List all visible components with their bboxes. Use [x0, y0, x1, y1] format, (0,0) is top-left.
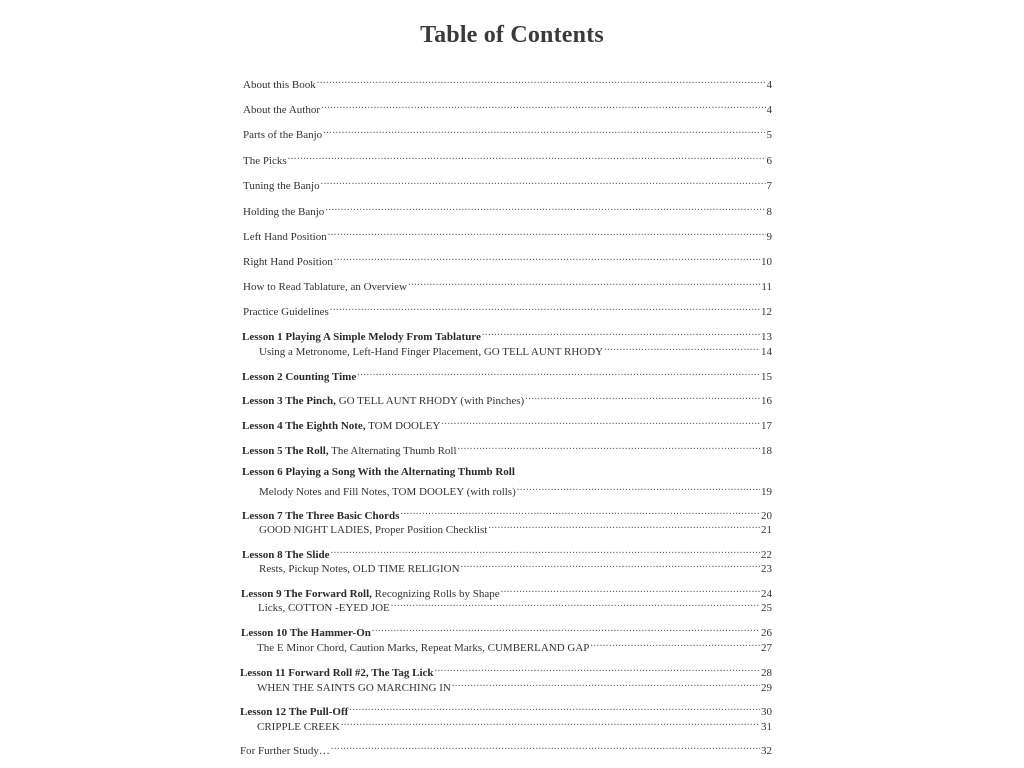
toc-entry: [243, 124, 772, 142]
toc-entry-bold: Lesson 1 Playing A Simple Melody From Tablature: [242, 331, 481, 343]
toc-entry-text: Melody Notes and Fill Notes, TOM DOOLEY (with rolls): [259, 486, 516, 498]
toc-entry: [243, 276, 772, 294]
toc-entry-label: [243, 78, 316, 92]
toc-entry-label: [258, 601, 390, 615]
toc-page-number: 22: [761, 549, 772, 561]
dot-leader: [325, 201, 765, 215]
toc-entry-bold: Lesson 4 The Eighth Note,: [242, 420, 366, 432]
toc-entry-bold: Lesson 9 The Forward Roll,: [241, 588, 372, 600]
dot-leader: [461, 558, 760, 572]
dot-leader: [400, 505, 760, 519]
dot-leader: [482, 326, 760, 340]
toc-entry: [243, 175, 772, 193]
toc-entry: [243, 226, 772, 244]
toc-page-number: 12: [761, 306, 772, 318]
dot-leader: [349, 701, 760, 715]
toc-entry: [243, 301, 772, 319]
toc-page-number: 8: [766, 206, 772, 218]
toc-page-number: 29: [761, 682, 772, 694]
toc-entry-label: [243, 103, 320, 117]
toc-page-number: 11: [761, 281, 772, 293]
toc-page-number: 10: [761, 256, 772, 268]
toc-lesson-heading: [242, 465, 772, 479]
toc-entry-bold: Lesson 8 The Slide: [242, 549, 330, 561]
dot-leader: [408, 276, 760, 290]
toc-entry-label: [243, 128, 322, 142]
dot-leader: [357, 366, 760, 380]
toc-entry-text: Parts of the Banjo: [243, 129, 323, 141]
toc-entry-text: CRIPPLE CREEK: [257, 721, 340, 733]
toc-page-number: 21: [761, 524, 772, 536]
toc-page-number: 32: [761, 745, 772, 757]
toc-entry-bold: Lesson 7 The Three Basic Chords: [242, 510, 400, 522]
toc-entry: [243, 251, 772, 269]
toc-entry-text: Holding the Banjo: [243, 206, 325, 218]
toc-entry-label: [257, 641, 589, 655]
toc-subentry: [259, 341, 772, 359]
toc-entry-label: [243, 255, 333, 269]
toc-lesson-entry: [242, 440, 772, 458]
toc-entry-label: [257, 681, 451, 695]
dot-leader: [321, 175, 766, 189]
dot-leader: [458, 440, 760, 454]
toc-entry: [243, 99, 772, 117]
dot-leader: [441, 415, 760, 429]
dot-leader: [525, 390, 760, 404]
toc-page-number: 4: [766, 79, 772, 91]
toc-page-number: 20: [761, 510, 772, 522]
toc-page-number: 9: [766, 231, 772, 243]
toc-subentry: [258, 597, 772, 615]
toc-entry-text: GOOD NIGHT LADIES, Proper Position Checklist: [259, 524, 488, 536]
toc-entry-label: [243, 205, 324, 219]
toc-page-number: 24: [761, 588, 772, 600]
toc-entry-bold: Lesson 6 Playing a Song With the Alternating Thumb Roll: [242, 466, 515, 478]
toc-entry-text: The E Minor Chord, Caution Marks, Repeat Marks, CUMBERLAND GAP: [257, 642, 590, 654]
toc-entry-text: Licks, COTTON -EYED JOE: [258, 602, 390, 614]
dot-leader: [452, 677, 760, 691]
toc-entry-text: Rests, Pickup Notes, OLD TIME RELIGION: [259, 563, 460, 575]
toc-entry-label: [243, 305, 329, 319]
toc-entry: [243, 74, 772, 92]
toc-entry-text: GO TELL AUNT RHODY (with Pinches): [335, 395, 525, 407]
toc-page-number: 7: [766, 180, 772, 192]
toc-entry-label: [257, 720, 340, 734]
toc-entry-text: WHEN THE SAINTS GO MARCHING IN: [257, 682, 451, 694]
toc-entry-text: For Further Study…: [240, 745, 330, 757]
toc-entry-label: [243, 280, 407, 294]
toc-entry: [243, 201, 772, 219]
toc-entry-bold: Lesson 3 The Pinch,: [242, 395, 336, 407]
toc-page-number: 4: [766, 104, 772, 116]
toc-subentry: [257, 637, 772, 655]
toc-entry-bold: Lesson 11 Forward Roll #2, The Tag Lick: [240, 667, 434, 679]
toc-entry-label: [242, 419, 440, 433]
toc-entry-label: [243, 230, 327, 244]
toc-entry-label: [259, 562, 460, 576]
toc-entry-text: Practice Guidelines: [243, 306, 329, 318]
dot-leader: [517, 481, 760, 495]
toc-page-number: 13: [761, 331, 772, 343]
dot-leader: [334, 251, 760, 265]
toc-entry-text: TOM DOOLEY: [365, 420, 441, 432]
dot-leader: [435, 662, 760, 676]
dot-leader: [323, 124, 765, 138]
dot-leader: [317, 74, 766, 88]
toc-subentry: [259, 519, 772, 537]
dot-leader: [288, 150, 766, 164]
dot-leader: [488, 519, 760, 533]
toc-entry-text: Right Hand Position: [243, 256, 333, 268]
toc-entry-text: About the Author: [243, 104, 320, 116]
toc-entry-text: The Alternating Thumb Roll: [328, 445, 457, 457]
dot-leader: [331, 740, 760, 754]
toc-subentry: [257, 716, 772, 734]
toc-page-number: 28: [761, 667, 772, 679]
dot-leader: [391, 597, 760, 611]
toc-page-number: 31: [761, 721, 772, 733]
dot-leader: [372, 622, 760, 636]
toc-page-number: 27: [761, 642, 772, 654]
dot-leader: [604, 341, 760, 355]
toc-entry-text: The Picks: [243, 155, 287, 167]
toc-page-number: 19: [761, 486, 772, 498]
toc-page-number: 6: [766, 155, 772, 167]
toc-page-number: 26: [761, 627, 772, 639]
toc-entry-text: About this Book: [243, 79, 316, 91]
toc-page-number: 25: [761, 602, 772, 614]
dot-leader: [501, 583, 760, 597]
toc-entry: [240, 740, 772, 758]
page-title: Table of Contents: [420, 22, 604, 48]
toc-page-number: 18: [761, 445, 772, 457]
toc-entry-bold: Lesson 12 The Pull-Off: [240, 706, 349, 718]
toc-entry-text: Recognizing Rolls by Shape: [371, 588, 500, 600]
toc-page-number: 17: [761, 420, 772, 432]
toc-page-number: 23: [761, 563, 772, 575]
dot-leader: [328, 226, 766, 240]
toc-entry-bold: Lesson 5 The Roll,: [242, 445, 329, 457]
toc-entry-bold: Lesson 2 Counting Time: [242, 371, 357, 383]
toc-entry-label: [243, 179, 320, 193]
toc-entry-label: [240, 744, 330, 758]
toc-entry-text: How to Read Tablature, an Overview: [243, 281, 407, 293]
toc-entry-label: [259, 523, 487, 537]
toc-entry-label: [243, 154, 287, 168]
toc-page-number: 5: [766, 129, 772, 141]
dot-leader: [321, 99, 766, 113]
toc-entry-label: [259, 345, 603, 359]
toc-entry-label: [242, 370, 356, 384]
toc-lesson-entry: [242, 390, 772, 408]
toc-lesson-entry: [242, 366, 772, 384]
toc-page-number: 30: [761, 706, 772, 718]
dot-leader: [330, 301, 760, 315]
toc-entry-label: [259, 485, 516, 499]
toc-entry-text: Left Hand Position: [243, 231, 327, 243]
toc-entry-label: [242, 394, 524, 408]
toc-entry-label: [242, 444, 457, 458]
dot-leader: [341, 716, 760, 730]
dot-leader: [590, 637, 760, 651]
toc-lesson-entry: [242, 415, 772, 433]
toc-subentry: [257, 677, 772, 695]
dot-leader: [331, 544, 760, 558]
toc-entry-text: Using a Metronome, Left-Hand Finger Placement, GO TELL AUNT RHODY: [259, 346, 604, 358]
toc-page-number: 14: [761, 346, 772, 358]
toc-entry-label: [242, 465, 515, 479]
toc-entry-bold: Lesson 10 The Hammer-On: [241, 627, 371, 639]
toc-entry: [243, 150, 772, 168]
toc-subentry: [259, 481, 772, 499]
toc-entry-text: Tuning the Banjo: [243, 180, 320, 192]
toc-page-number: 16: [761, 395, 772, 407]
toc-subentry: [259, 558, 772, 576]
toc-page-number: 15: [761, 371, 772, 383]
